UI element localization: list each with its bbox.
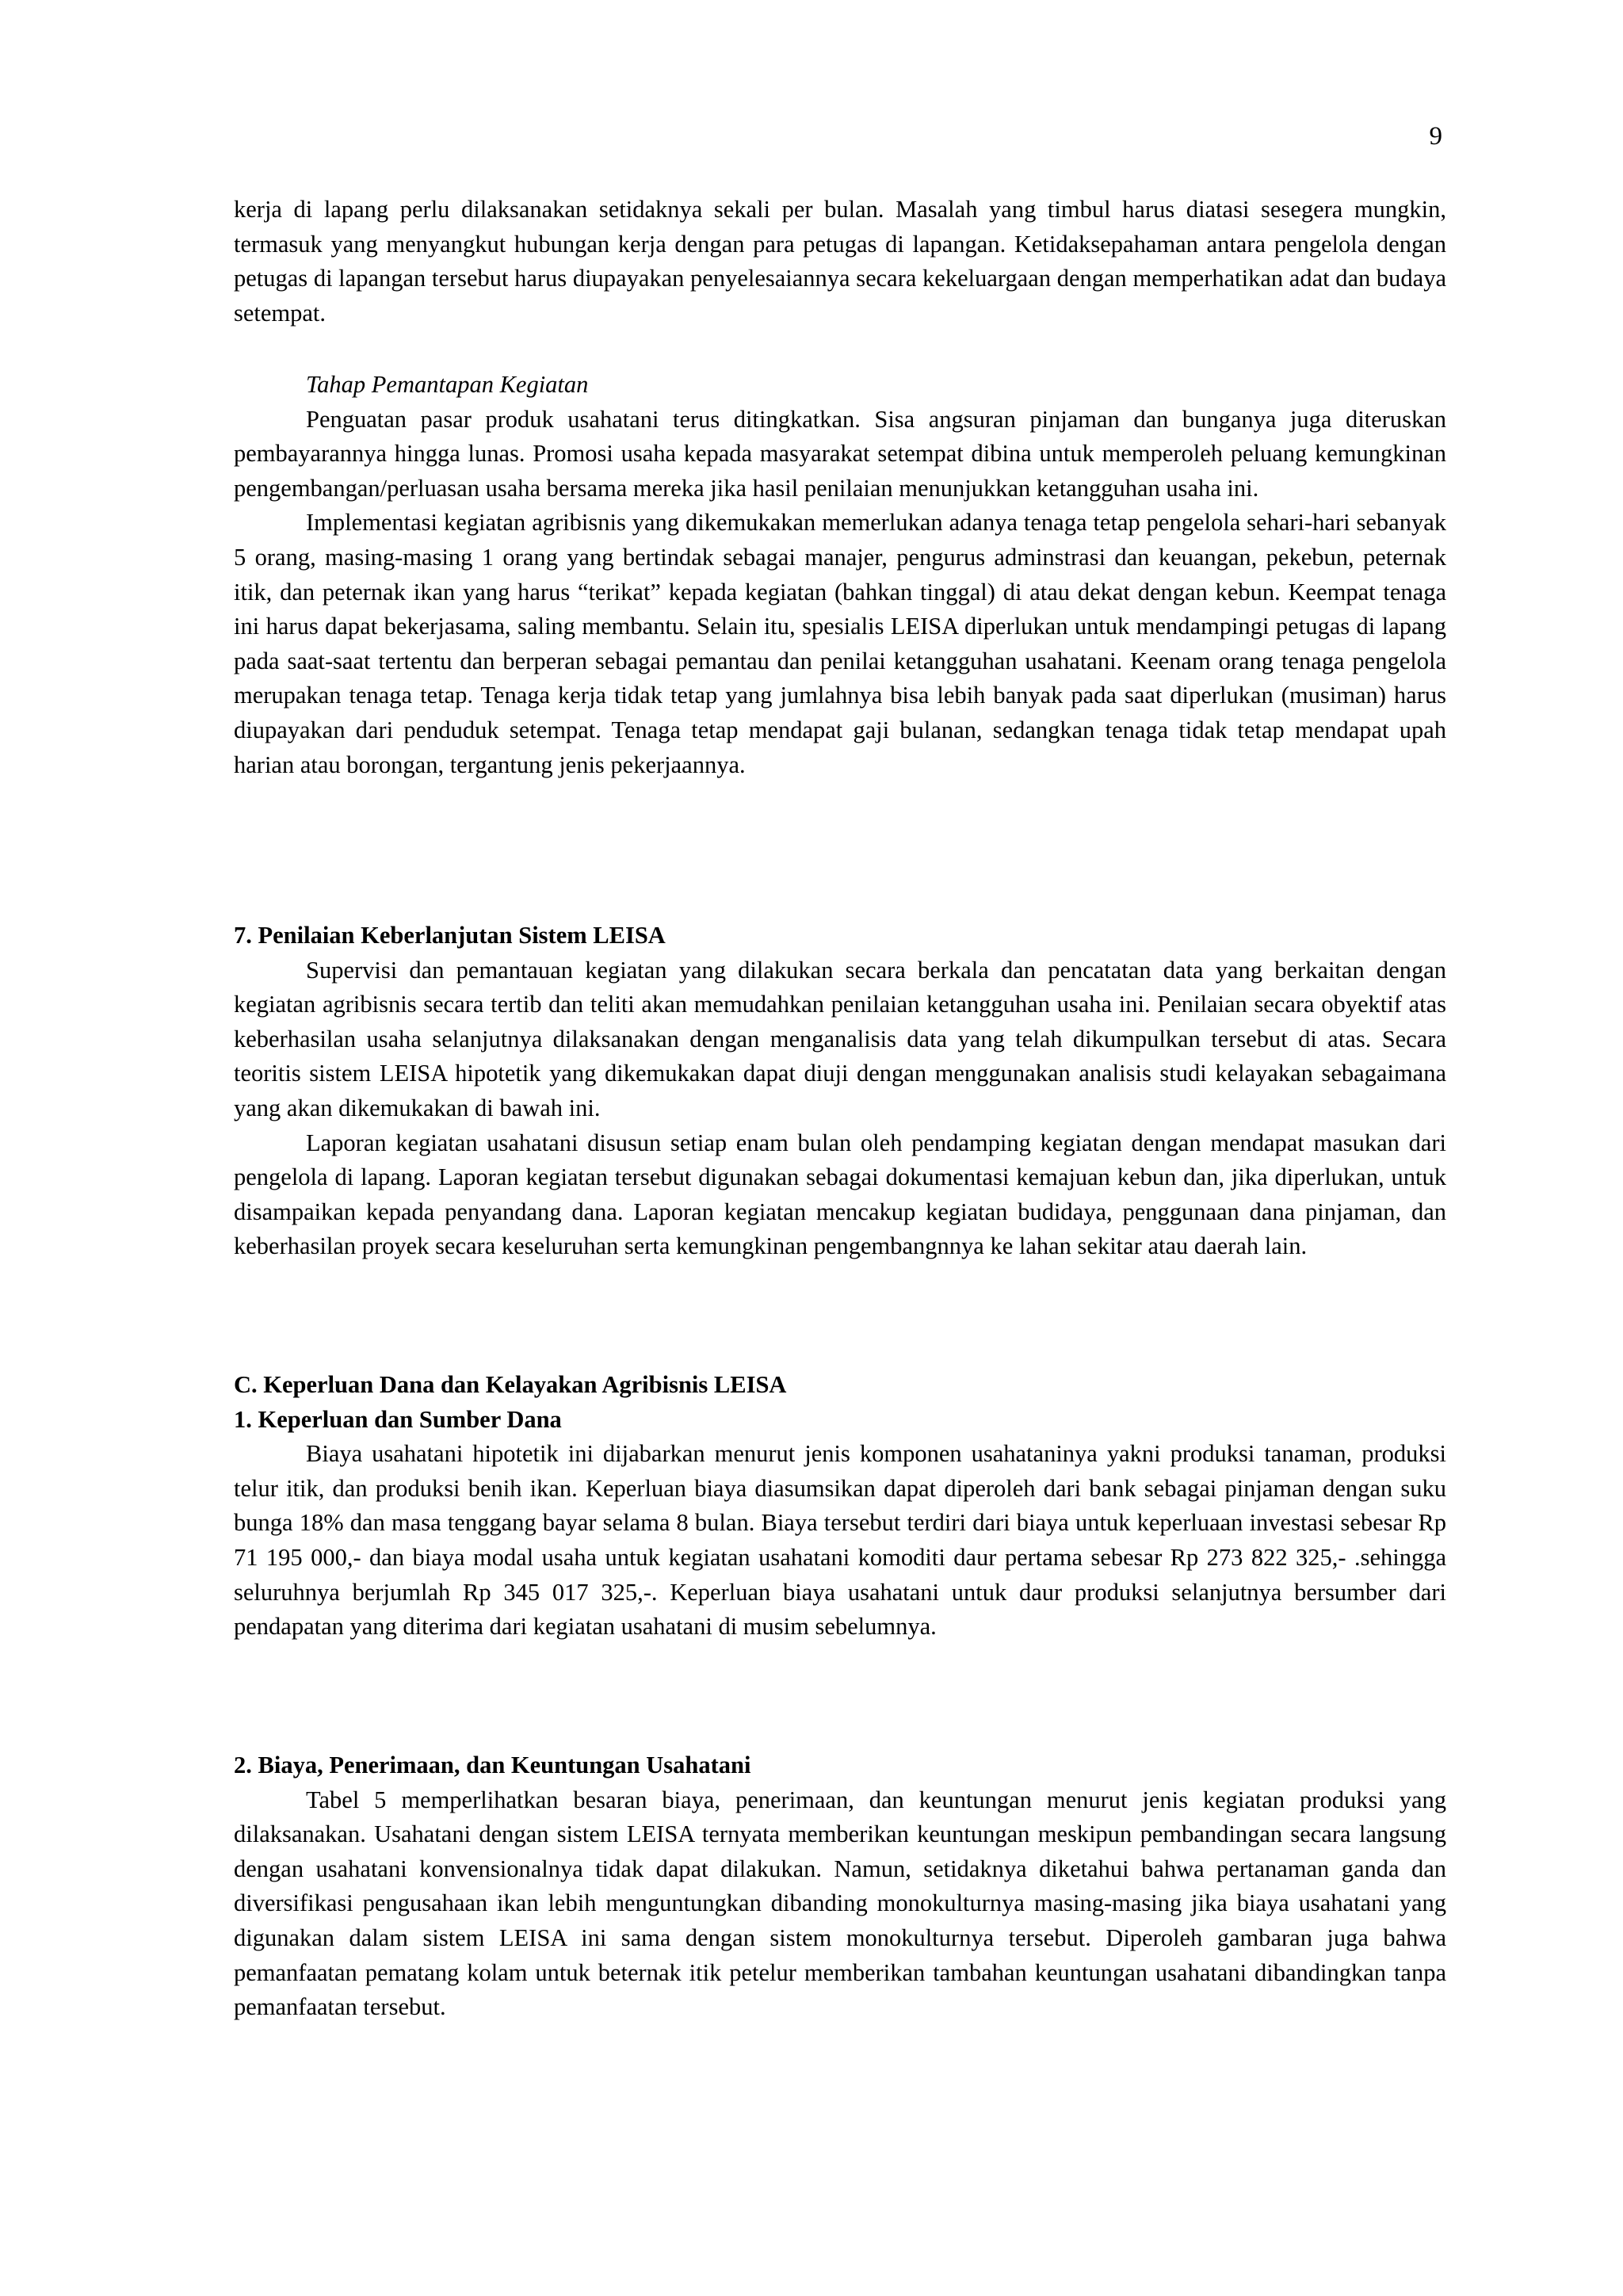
tahap-paragraph: Implementasi kegiatan agribisnis yang dikemukakan memerlukan adanya tenaga tetap pengelola sehari-hari sebanyak 5 orang, masing-masing 1 orang yang bertindak sebagai manajer, pengurus adminstrasi dan keuangan, pekebun, peternak itik, dan peternak ikan yang harus “terikat” kepada kegiatan (bahkan tinggal) di atau dekat dengan kebun. Keempat tenaga ini harus dapat bekerjasama, saling membantu. Selain itu, spesialis LEISA diperlukan untuk mendampingi petugas di lapang pada saat-saat tertentu dan berperan sebagai pemantau dan penilai ketangguhan usahatani. Keenam orang tenaga pengelola merupakan tenaga tetap. Tenaga kerja tidak tetap yang jumlahnya bisa lebih banyak pada saat diperlukan (musiman) harus diupayakan dari penduduk setempat. Tenaga tetap mendapat gaji bulanan, sedangkan tenaga tidak tetap mendapat upah harian atau borongan, tergantung jenis pekerjaannya. bbox=[234, 509, 1446, 778]
section-7 bbox=[234, 919, 1446, 1264]
section-c2-heading: 2. Biaya, Penerimaan, dan Keuntungan Usahatani bbox=[234, 1752, 751, 1778]
tahap-paragraph: Penguatan pasar produk usahatani terus ditingkatkan. Sisa angsuran pinjaman dan bunganya juga diteruskan pembayarannya hingga lunas. Promosi usaha kepada masyarakat setempat dibina untuk memperoleh peluang kemungkinan pengembangan/perluasan usaha bersama mereka jika hasil penilaian menunjukkan ketangguhan usaha ini. bbox=[234, 405, 1446, 502]
section-c-heading: C. Keperluan Dana dan Kelayakan Agribisnis LEISA bbox=[234, 1371, 787, 1398]
section-7-paragraph: Laporan kegiatan usahatani disusun setiap enam bulan oleh pendamping kegiatan dengan mendapat masukan dari pengelola di lapang. Laporan kegiatan tersebut digunakan sebagai dokumentasi kemajuan kebun dan, jika diperlukan, untuk disampaikan kepada penyandang dana. Laporan kegiatan mencakup kegiatan budidaya, penggunaan dana pinjaman, dan keberhasilan proyek secara keseluruhan serta kemungkinan pengembangnnya ke lahan sekitar atau daerah lain. bbox=[234, 1129, 1446, 1260]
section-c2-paragraph: Tabel 5 memperlihatkan besaran biaya, penerimaan, dan keuntungan menurut jenis kegiatan produksi yang dilaksanakan. Usahatani dengan sistem LEISA ternyata memberikan keuntungan meskipun pembandingan secara langsung dengan usahatani konvensionalnya tidak dapat dilakukan. Namun, setidaknya diketahui bahwa pertanaman ganda dan diversifikasi pengusahaan ikan lebih menguntungkan dibanding monokulturnya masing-masing jika biaya usahatani yang digunakan dalam sistem LEISA ini sama dengan sistem monokulturnya tersebut. Diperoleh gambaran juga bahwa pemanfaatan pematang kolam untuk beternak itik petelur memberikan tambahan keuntungan usahatani dibandingkan tanpa pemanfaatan tersebut. bbox=[234, 1786, 1446, 2021]
tahap-section bbox=[234, 368, 1446, 782]
tahap-title: Tahap Pemantapan Kegiatan bbox=[306, 371, 589, 398]
section-c1-paragraph: Biaya usahatani hipotetik ini dijabarkan menurut jenis komponen usahataninya yakni produksi tanaman, produksi telur itik, dan produksi benih ikan. Keperluan biaya diasumsikan dapat diperoleh dari bank sebagai pinjaman dengan suku bunga 18% dan masa tenggang bayar selama 8 bulan. Biaya tersebut terdiri dari biaya untuk keperluaan investasi sebesar Rp 71 195 000,- dan biaya modal usaha untuk kegiatan usahatani komoditi daur pertama sebesar Rp 273 822 325,- .sehingga seluruhnya berjumlah Rp 345 017 325,-. Keperluan biaya usahatani untuk daur produksi selanjutnya bersumber dari pendapatan yang diterima dari kegiatan usahatani di musim sebelumnya. bbox=[234, 1440, 1446, 1641]
intro-paragraph: kerja di lapang perlu dilaksanakan setidaknya sekali per bulan. Masalah yang timbul harus diatasi sesegera mungkin, termasuk yang menyangkut hubungan kerja dengan para petugas di lapangan. Ketidaksepahaman antara pengelola dengan petugas di lapangan tersebut harus diupayakan penyelesaiannya secara kekeluargaan dengan memperhatikan adat dan budaya setempat. bbox=[234, 196, 1446, 327]
section-c bbox=[234, 1368, 1446, 1645]
section-c1-heading: 1. Keperluan dan Sumber Dana bbox=[234, 1405, 562, 1433]
section-c2 bbox=[234, 1748, 1446, 2025]
section-7-paragraph: Supervisi dan pemantauan kegiatan yang dilakukan secara berkala dan pencatatan data yang berkaitan dengan kegiatan agribisnis secara tertib dan teliti akan memudahkan penilaian ketangguhan usaha ini. Penilaian secara obyektif atas keberhasilan usaha selanjutnya dilaksanakan dengan menganalisis data yang telah dikumpulkan tersebut di atas. Secara teoritis sistem LEISA hipotetik yang dikemukakan dapat diuji dengan menggunakan analisis studi kelayakan sebagaimana yang akan dikemukakan di bawah ini. bbox=[234, 956, 1446, 1121]
intro-block bbox=[234, 193, 1446, 330]
page-number: 9 bbox=[1429, 122, 1442, 151]
section-7-heading: 7. Penilaian Keberlanjutan Sistem LEISA bbox=[234, 922, 666, 949]
